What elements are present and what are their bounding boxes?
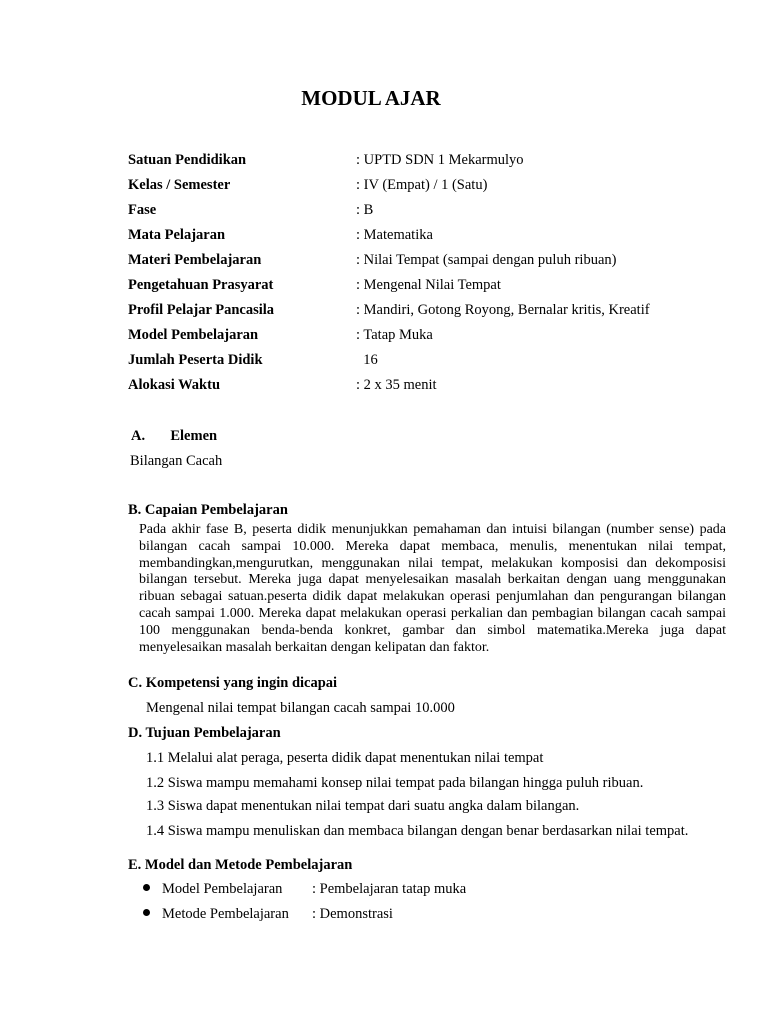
identity-label: Jumlah Peserta Didik [128,352,263,368]
method-value: : Pembelajaran tatap muka [312,881,467,897]
objective-item: 1.1 Melalui alat peraga, peserta didik dapat menentukan nilai tempat [146,750,544,766]
identity-label: Kelas / Semester [128,177,231,193]
identity-label: Mata Pelajaran [128,227,226,243]
identity-label: Satuan Pendidikan [128,152,247,168]
method-label: Metode Pembelajaran [162,906,289,922]
identity-label: Profil Pelajar Pancasila [128,302,275,318]
identity-label: Pengetahuan Prasyarat [128,277,274,293]
identity-row [128,376,688,401]
identity-label: Materi Pembelajaran [128,252,262,268]
identity-label: Alokasi Waktu [128,377,221,393]
identity-value: : B [356,202,374,218]
identity-row [128,251,688,276]
identity-row [128,301,688,326]
identity-value: : Matematika [356,227,433,243]
identity-label: Fase [128,202,157,218]
section-a-title: Elemen [170,428,218,444]
bullet-icon [143,884,150,891]
section-c-heading: C. Kompetensi yang ingin dicapai [128,675,338,691]
identity-value: : Nilai Tempat (sampai dengan puluh ribuan) [356,252,617,268]
identity-row [128,151,688,176]
bullet-icon [143,909,150,916]
identity-value: : Tatap Muka [356,327,433,343]
method-list-item [143,906,393,923]
identity-label: Model Pembelajaran [128,327,259,343]
document-title: MODUL AJAR [301,86,441,110]
identity-table [128,151,688,401]
section-e-heading: E. Model dan Metode Pembelajaran [128,857,353,873]
identity-row [128,351,688,376]
identity-value: 16 [356,352,378,368]
identity-row [128,176,688,201]
objective-item: 1.2 Siswa mampu memahami konsep nilai tempat pada bilangan hingga puluh ribuan. [146,775,644,791]
method-label: Model Pembelajaran [162,881,283,897]
identity-value: : IV (Empat) / 1 (Satu) [356,177,488,193]
identity-value: : UPTD SDN 1 Mekarmulyo [356,152,524,168]
identity-value: : Mengenal Nilai Tempat [356,277,501,293]
identity-row [128,276,688,301]
identity-value: : 2 x 35 menit [356,377,437,393]
identity-row [128,201,688,226]
section-c-content: Mengenal nilai tempat bilangan cacah sampai 10.000 [146,700,455,716]
section-b-heading: B. Capaian Pembelajaran [128,502,288,518]
section-d-heading: D. Tujuan Pembelajaran [128,725,281,741]
identity-value: : Mandiri, Gotong Royong, Bernalar kritis, Kreatif [356,302,650,318]
method-value: : Demonstrasi [312,906,393,922]
section-a-content: Bilangan Cacah [130,453,223,469]
section-a-heading [131,428,217,445]
section-a-letter: A. [131,428,146,444]
objective-item: 1.4 Siswa mampu menuliskan dan membaca bilangan dengan benar berdasarkan nilai tempat. [146,823,689,839]
objective-item: 1.3 Siswa dapat menentukan nilai tempat dari suatu angka dalam bilangan. [146,798,580,814]
method-list-item [143,881,466,898]
identity-row [128,326,688,351]
section-b-paragraph: Pada akhir fase B, peserta didik menunjukkan pemahaman dan intuisi bilangan (number sense) pada bilangan cacah sampai 10.000. Mereka dapat membaca, menulis, menentukan nilai tempat, membandingkan,mengurutkan, menggunakan nilai tempat, melakukan komposisi dan dekomposisi bilangan tersebut. Mereka juga dapat menyelesaikan masalah berkaitan dengan uang menggunakan ribuan sebagai satuan.peserta didik dapat melakukan operasi penjumlahan dan pengurangan bilangan cacah sampai 1.000. Mereka dapat melakukan operasi perkalian dan pembagian bilangan cacah sampai 100 menggunakan benda-benda konkret, gambar dan simbol matematika.Mereka juga dapat menyelesaikan masalah berkaitan dengan kelipatan dan faktor. [139,522,726,655]
identity-row [128,226,688,251]
